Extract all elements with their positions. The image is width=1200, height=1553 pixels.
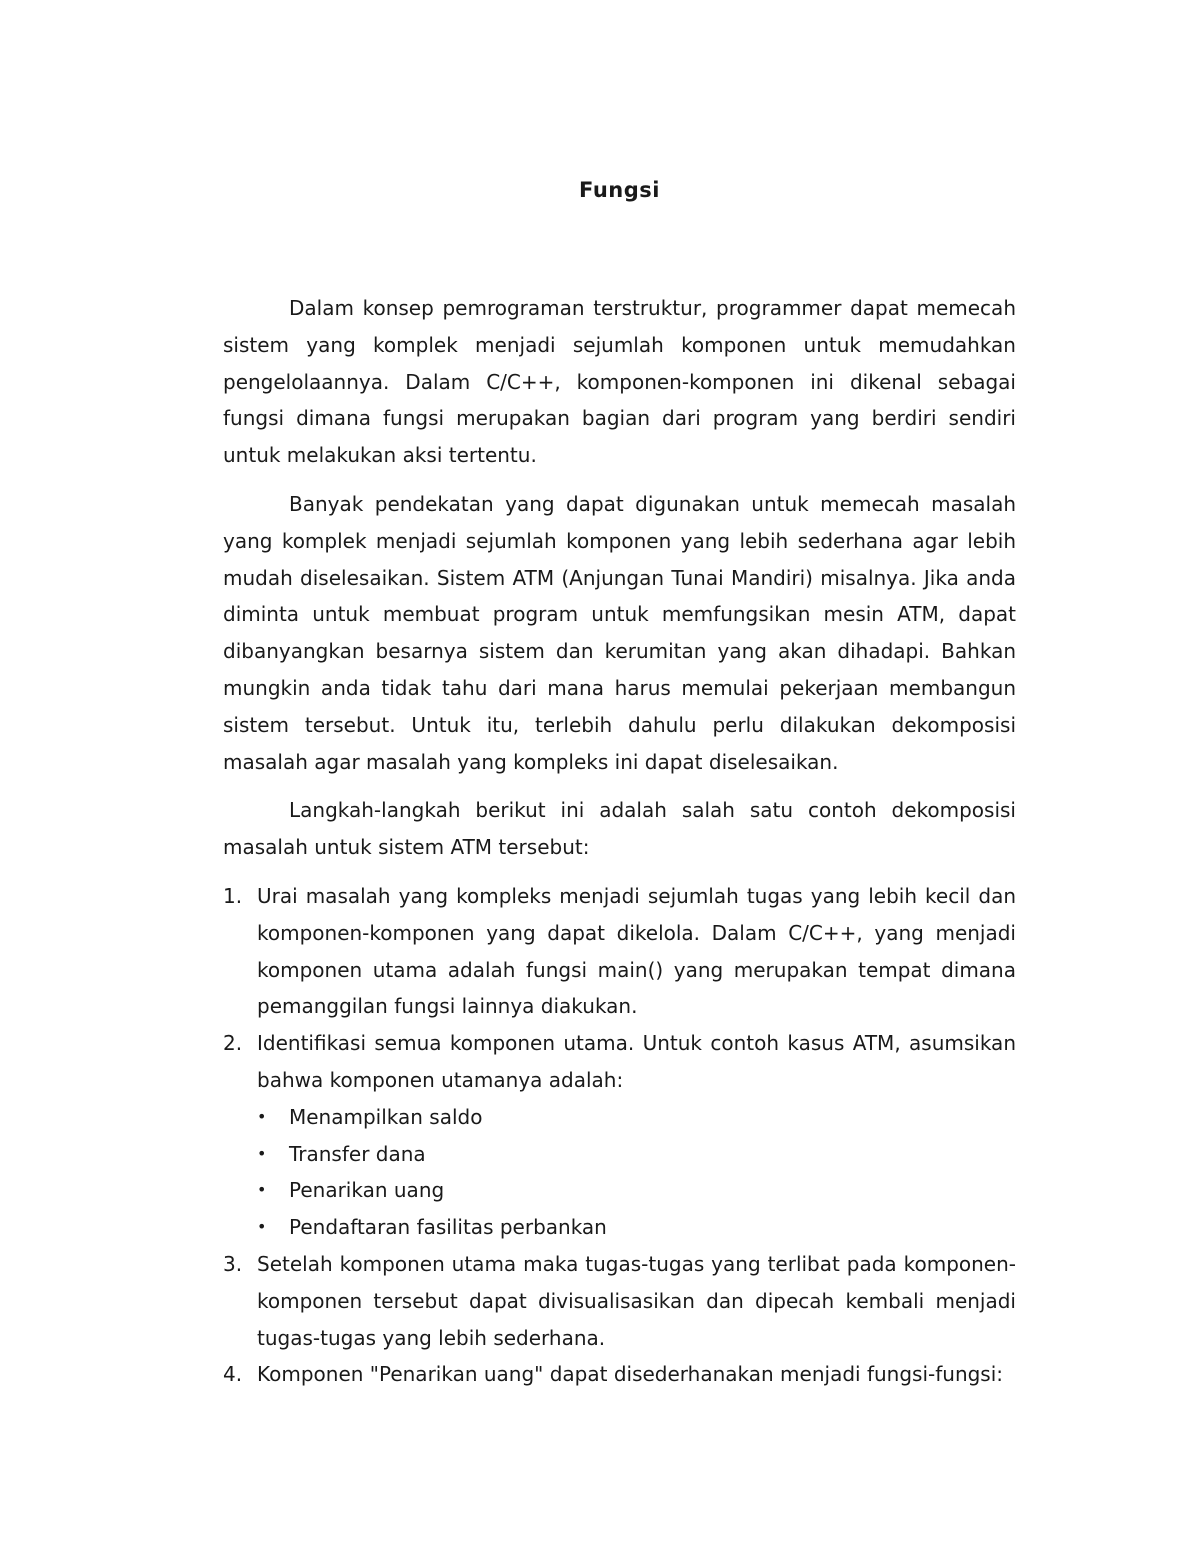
list-number: 3.: [223, 1251, 243, 1276]
bullet-icon: •: [257, 1106, 267, 1126]
list-item-text: Identifikasi semua komponen utama. Untuk contoh kasus ATM, asumsikan bahwa komponen utamanya adalah:: [257, 1031, 1016, 1092]
bullet-item: [257, 1172, 1016, 1209]
bullet-item-text: Pendaftaran fasilitas perbankan: [289, 1215, 607, 1240]
list-item: [223, 1356, 1016, 1393]
list-item: [223, 1246, 1016, 1356]
paragraph-steps-intro: Langkah-langkah berikut ini adalah salah satu contoh dekomposisi masalah untuk sistem ATM tersebut:: [223, 798, 1016, 860]
list-number: 2.: [223, 1031, 243, 1056]
paragraph-intro: Dalam konsep pemrograman terstruktur, programmer dapat memecah sistem yang komplek menjadi sejumlah komponen untuk memudahkan pengelolaannya. Dalam C/C++, komponen-komponen ini dikenal sebagai fungsi dimana fungsi merupakan bagian dari program yang berdiri sendiri untuk melakukan aksi tertentu.: [223, 296, 1016, 468]
components-list: [257, 1099, 1016, 1246]
list-item: [223, 878, 1016, 1025]
document-body: [223, 172, 1016, 1393]
list-item-text: Komponen "Penarikan uang" dapat disederhanakan menjadi fungsi-fungsi:: [257, 1362, 1004, 1387]
list-item-text: Setelah komponen utama maka tugas-tugas yang terlibat pada komponen-komponen tersebut dapat divisualisasikan dan dipecah kembali menjadi tugas-tugas yang lebih sederhana.: [257, 1251, 1016, 1350]
list-item: [223, 1025, 1016, 1246]
page-title: Fungsi: [579, 178, 660, 202]
bullet-icon: •: [257, 1180, 267, 1200]
steps-list: [223, 878, 1016, 1393]
list-item-text: Urai masalah yang kompleks menjadi sejumlah tugas yang lebih kecil dan komponen-komponen yang dapat dikelola. Dalam C/C++, yang menjadi komponen utama adalah fungsi main() yang merupakan tempat dimana pemanggilan fungsi lainnya diakukan.: [257, 883, 1016, 1019]
bullet-item: [257, 1136, 1016, 1173]
bullet-icon: •: [257, 1143, 267, 1163]
bullet-item-text: Transfer dana: [289, 1141, 426, 1166]
bullet-icon: •: [257, 1217, 267, 1237]
bullet-item-text: Menampilkan saldo: [289, 1104, 483, 1129]
bullet-item: [257, 1209, 1016, 1246]
bullet-item: [257, 1099, 1016, 1136]
list-number: 4.: [223, 1362, 243, 1387]
list-number: 1.: [223, 883, 243, 908]
paragraph-approach: Banyak pendekatan yang dapat digunakan untuk memecah masalah yang komplek menjadi sejumlah komponen yang lebih sederhana agar lebih mudah diselesaikan. Sistem ATM (Anjungan Tunai Mandiri) misalnya. Jika anda diminta untuk membuat program untuk memfungsikan mesin ATM, dapat dibanyangkan besarnya sistem dan kerumitan yang akan dihadapi. Bahkan mungkin anda tidak tahu dari mana harus memulai pekerjaan membangun sistem tersebut. Untuk itu, terlebih dahulu perlu dilakukan dekomposisi masalah agar masalah yang kompleks ini dapat diselesaikan.: [223, 491, 1016, 774]
bullet-item-text: Penarikan uang: [289, 1178, 445, 1203]
